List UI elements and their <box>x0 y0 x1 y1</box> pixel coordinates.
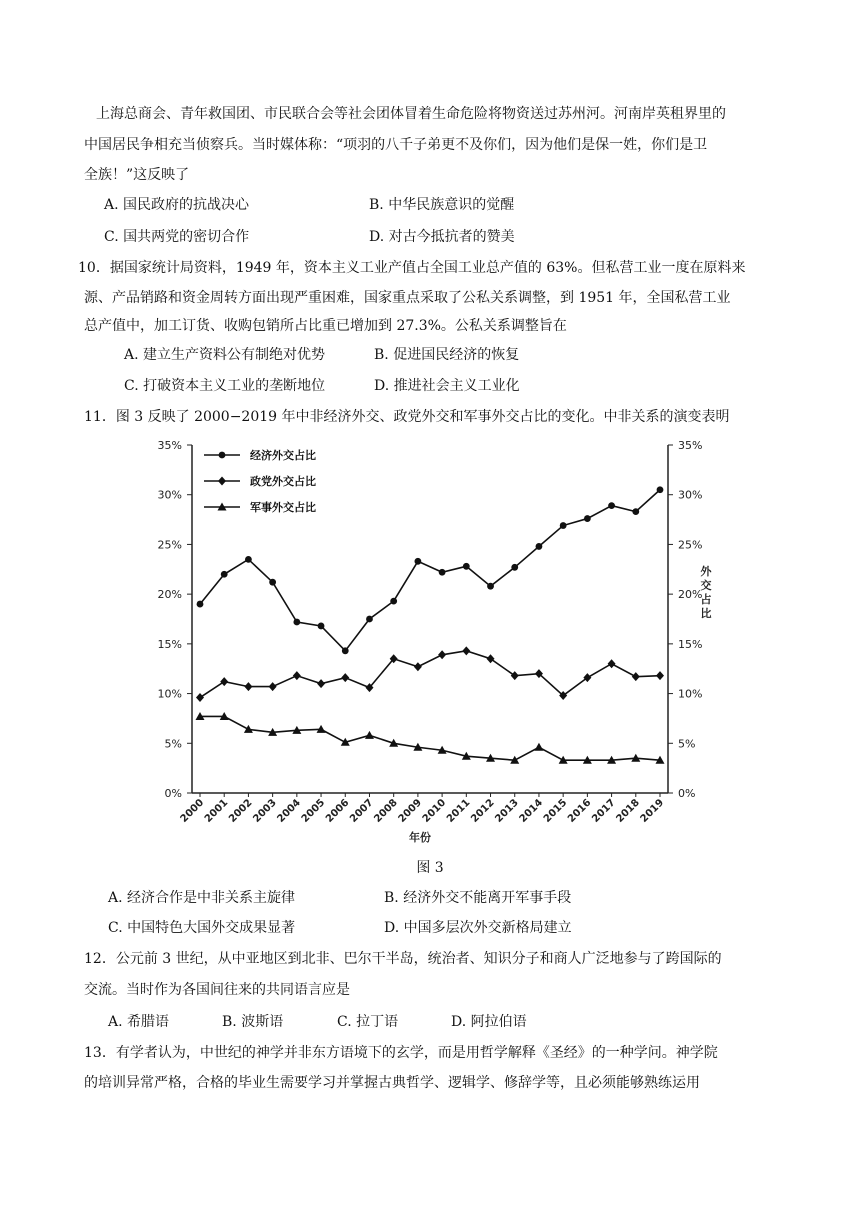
q9-option-d[interactable]: D. 对古今抵抗者的赞美 <box>369 229 515 245</box>
series-1-point <box>560 522 567 529</box>
q11-option-c[interactable]: C. 中国特色大国外交成果显著 <box>108 920 296 936</box>
q12-option-a[interactable]: A. 希腊语 <box>108 1014 170 1030</box>
x-tick-label: 2004 <box>275 797 303 825</box>
series-line-3 <box>200 716 660 760</box>
x-tick-label: 2003 <box>251 797 279 825</box>
series-1-point <box>608 502 615 509</box>
q11-option-b[interactable]: B. 经济外交不能离开军事手段 <box>384 890 572 906</box>
y-tick-label-right: 25% <box>678 538 703 552</box>
x-tick-label: 2006 <box>323 797 352 825</box>
legend-marker-2 <box>218 477 226 486</box>
q11-option-a[interactable]: A. 经济合作是中非关系主旋律 <box>108 890 296 906</box>
y2-axis-label-char: 交 <box>700 579 712 592</box>
q13-text-line-2: 的培训异常严格，合格的毕业生需要学习并掌握古典哲学、逻辑学、修辞学等，且必须能够熟练运用 <box>84 1075 700 1091</box>
series-2-point <box>317 679 325 688</box>
q12-text-line-1: 12．公元前 3 世纪，从中亚地区到北非、巴尔干半岛，统治者、知识分子和商人广泛地参与了跨国际的 <box>84 951 722 967</box>
y2-axis-label-char: 占 <box>700 593 712 606</box>
series-1-point <box>342 647 349 654</box>
x-tick-label: 2018 <box>614 797 642 825</box>
legend-label-1: 经济外交占比 <box>250 449 316 462</box>
q11-option-d[interactable]: D. 中国多层次外交新格局建立 <box>384 920 572 936</box>
y-tick-label-right: 35% <box>678 439 703 452</box>
q13-text-line-1: 13．有学者认为，中世纪的神学并非东方语境下的玄学，而是用哲学解释《圣经》的一种学问。神学院 <box>84 1045 718 1061</box>
y2-axis-label-char: 外 <box>700 565 712 578</box>
y-tick-label-right: 10% <box>678 687 703 701</box>
x-tick-label: 2008 <box>372 797 400 825</box>
q11-text-line-1: 11．图 3 反映了 2000−2019 年中非经济外交、政党外交和军事外交占比的变化。中非关系的演变表明 <box>84 409 730 425</box>
series-2-point <box>269 682 277 691</box>
series-1-point <box>439 569 446 576</box>
series-2-point <box>608 659 616 668</box>
y-tick-label-right: 20% <box>678 588 703 602</box>
q12-option-c[interactable]: C. 拉丁语 <box>337 1014 399 1030</box>
series-1-point <box>390 598 397 605</box>
series-1-point <box>366 616 373 623</box>
series-2-point <box>341 673 349 682</box>
x-tick-label: 2017 <box>590 797 618 825</box>
x-tick-label: 2007 <box>348 797 376 825</box>
series-2-point <box>414 662 422 671</box>
series-1-point <box>487 583 494 590</box>
x-tick-label: 2000 <box>178 797 207 825</box>
x-tick-label: 2011 <box>444 797 473 825</box>
legend-label-2: 政党外交占比 <box>250 475 316 488</box>
q9-option-a[interactable]: A. 国民政府的抗战决心 <box>104 197 250 213</box>
y-tick-label-left: 10% <box>157 687 182 701</box>
series-1-point <box>293 619 300 626</box>
series-line-2 <box>200 651 660 698</box>
x-tick-label: 2009 <box>396 797 425 825</box>
series-1-point <box>511 564 518 571</box>
series-2-point <box>511 671 519 680</box>
q10-text-line-3: 总产值中，加工订货、收购包销所占比重已增加到 27.3%。公私关系调整旨在 <box>84 318 567 334</box>
q10-option-b[interactable]: B. 促进国民经济的恢复 <box>374 347 520 363</box>
y-tick-label-right: 30% <box>678 488 703 502</box>
x-tick-label: 2013 <box>493 797 521 825</box>
legend-marker-1 <box>219 452 226 459</box>
series-1-point <box>536 543 543 550</box>
series-2-point <box>656 671 664 680</box>
y-tick-label-left: 35% <box>157 439 182 452</box>
x-tick-label: 2012 <box>469 797 497 825</box>
series-2-point <box>220 677 228 686</box>
series-3-point <box>365 731 374 739</box>
x-axis-label: 年份 <box>409 831 431 844</box>
series-1-point <box>245 556 252 563</box>
series-2-point <box>487 654 495 663</box>
series-1-point <box>197 601 204 608</box>
y-tick-label-left: 0% <box>164 787 182 800</box>
y-tick-label-left: 25% <box>157 538 182 552</box>
x-tick-label: 2016 <box>566 797 594 825</box>
q9-option-c[interactable]: C. 国共两党的密切合作 <box>104 229 250 245</box>
q10-option-d[interactable]: D. 推进社会主义工业化 <box>374 378 520 394</box>
x-tick-label: 2005 <box>299 797 328 825</box>
q10-option-c[interactable]: C. 打破资本主义工业的垄断地位 <box>124 378 326 394</box>
series-2-point <box>438 650 446 659</box>
series-1-point <box>318 623 325 630</box>
y-tick-label-right: 15% <box>678 637 703 651</box>
q12-option-b[interactable]: B. 波斯语 <box>222 1014 284 1030</box>
q10-option-a[interactable]: A. 建立生产资料公有制绝对优势 <box>124 347 326 363</box>
legend-label-3: 军事外交占比 <box>250 501 316 514</box>
series-2-point <box>244 682 252 691</box>
y-tick-label-right: 0% <box>678 787 696 800</box>
q12-text-line-2: 交流。当时作为各国间往来的共同语言应是 <box>84 982 350 998</box>
x-tick-label: 2010 <box>420 797 449 825</box>
line-chart-svg <box>140 425 720 855</box>
q9-text-line-3: 全族！”这反映了 <box>84 167 190 183</box>
y-tick-label-left: 5% <box>164 737 182 751</box>
x-tick-label: 2015 <box>541 797 570 825</box>
series-2-point <box>632 672 640 681</box>
figure-caption: 图 3 <box>416 860 444 876</box>
series-2-point <box>196 693 204 702</box>
y-tick-label-left: 30% <box>157 488 182 502</box>
series-3-point <box>534 743 543 751</box>
q10-text-line-2: 源、产品销路和资金周转方面出现严重困难，国家重点采取了公私关系调整，到 1951 年，全国私营工业 <box>84 290 731 306</box>
series-2-point <box>462 646 470 655</box>
y-tick-label-left: 20% <box>157 588 182 602</box>
q12-option-d[interactable]: D. 阿拉伯语 <box>451 1014 527 1030</box>
series-1-point <box>269 579 276 586</box>
series-1-point <box>632 508 639 515</box>
q9-text-line-2: 中国居民争相充当侦察兵。当时媒体称：“项羽的八千子弟更不及你们，因为他们是保一姓，你们是卫 <box>84 137 708 153</box>
series-1-point <box>657 486 664 493</box>
x-tick-label: 2001 <box>202 797 231 825</box>
q10-text-line-1: 10．据国家统计局资料，1949 年，资本主义工业产值占全国工业总产值的 63%。但私营工业一度在原料来 <box>78 260 746 276</box>
figure-3-chart <box>140 425 720 855</box>
series-2-point <box>293 671 301 680</box>
y-tick-label-left: 15% <box>157 637 182 651</box>
series-1-point <box>221 571 228 578</box>
q9-text-line-1: 上海总商会、青年救国团、市民联合会等社会团体冒着生命危险将物资送过苏州河。河南岸英租界里的 <box>96 106 726 122</box>
series-1-point <box>584 515 591 522</box>
series-1-point <box>414 558 421 565</box>
series-3-point <box>244 725 253 733</box>
series-1-point <box>463 563 470 570</box>
x-tick-label: 2002 <box>227 797 255 825</box>
y2-axis-label-char: 比 <box>700 607 712 620</box>
q9-option-b[interactable]: B. 中华民族意识的觉醒 <box>369 197 515 213</box>
y-tick-label-right: 5% <box>678 737 696 751</box>
x-tick-label: 2019 <box>638 797 667 825</box>
series-2-point <box>583 673 591 682</box>
x-tick-label: 2014 <box>517 797 546 825</box>
